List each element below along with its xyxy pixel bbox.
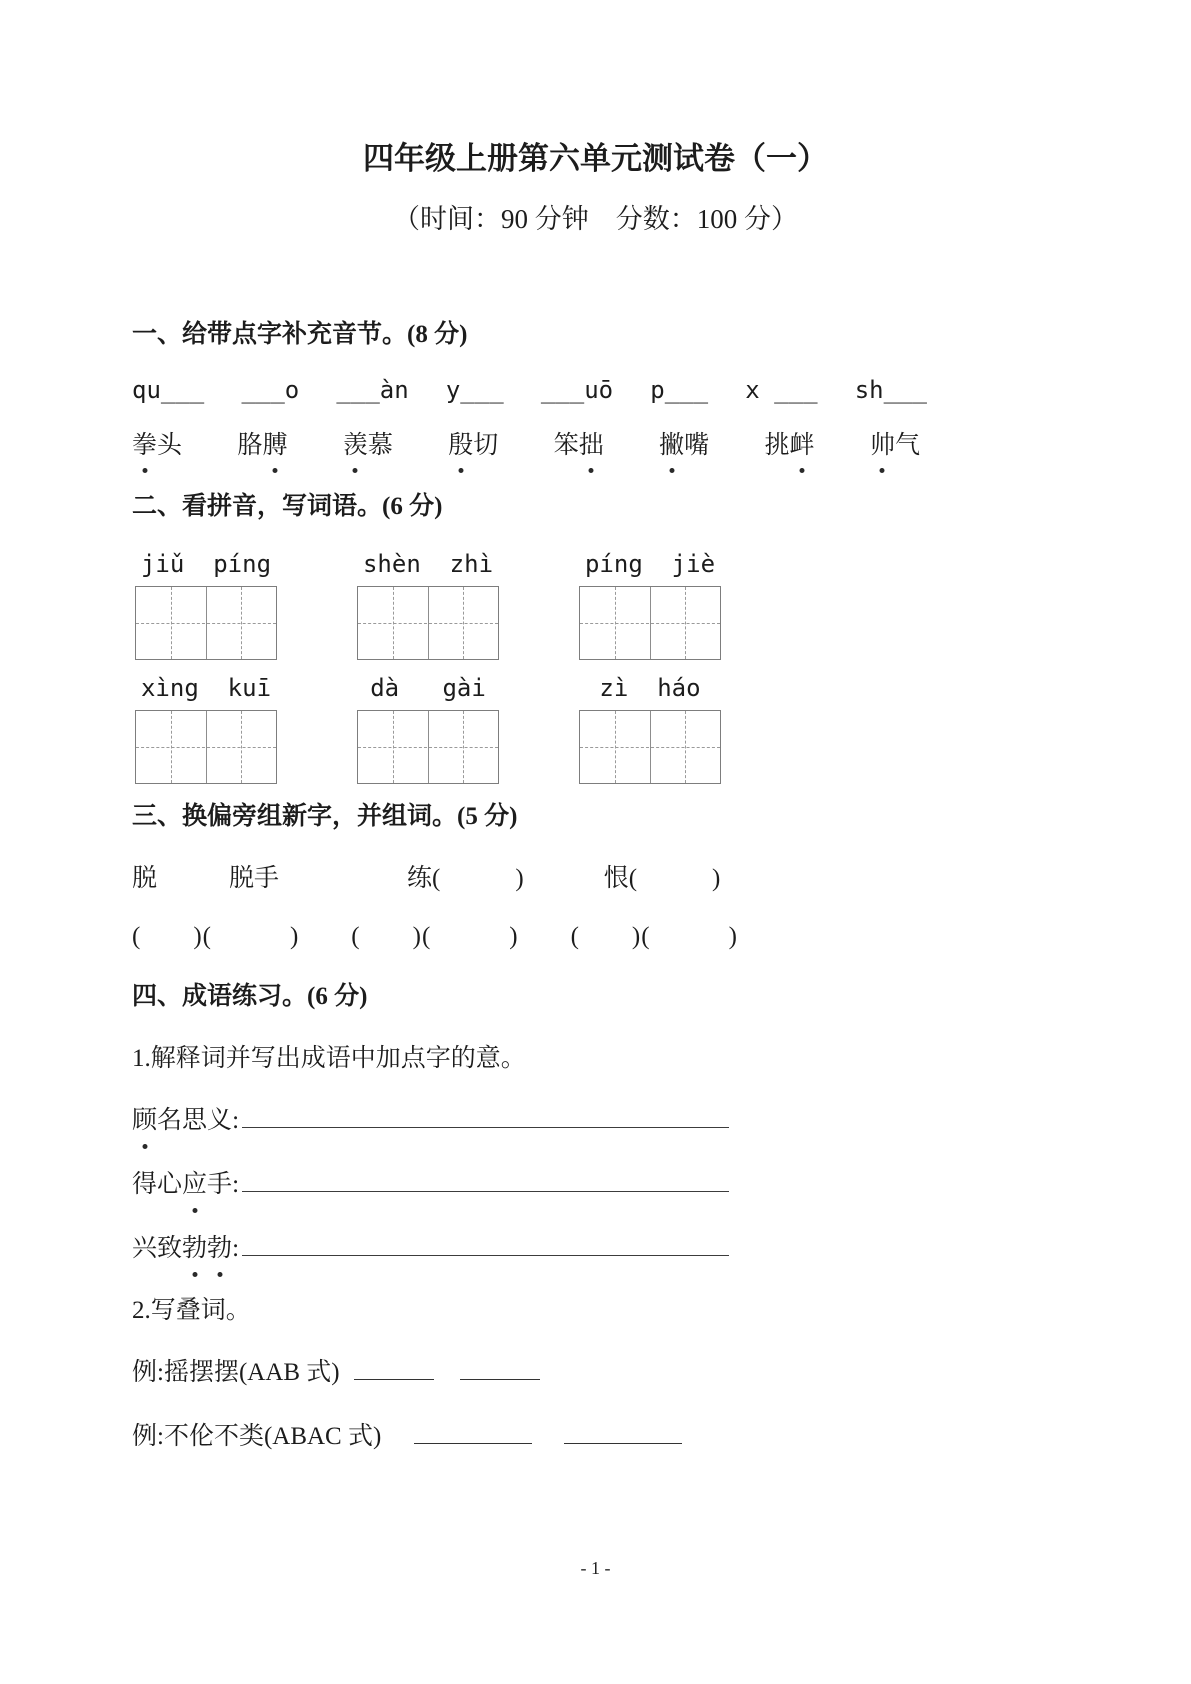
section4-heading: 四、成语练习。(6 分)	[132, 983, 368, 1010]
answer-blank	[564, 1425, 682, 1444]
grid-line	[136, 747, 276, 748]
char: :	[232, 1107, 240, 1134]
pinyin-blank: ___àn	[336, 376, 409, 404]
grid-line	[136, 623, 276, 624]
char: 心	[157, 1171, 183, 1198]
pinyin-blank: sh___	[854, 376, 927, 404]
dotted-word	[870, 430, 920, 462]
pinyin-label: zì háo	[599, 674, 701, 702]
grid-line	[358, 747, 498, 748]
grid-line	[580, 747, 720, 748]
idiom-line	[132, 1168, 1131, 1202]
dotted-word	[765, 430, 815, 462]
word-grid-block	[357, 672, 499, 784]
dotted-word	[659, 430, 709, 462]
char: 拳	[132, 430, 157, 462]
example-label: 例:不伦不类(ABAC 式)	[132, 1423, 388, 1450]
pinyin-blank: y___	[445, 376, 504, 404]
pinyin-blank: p___	[650, 376, 709, 404]
section3-item-lian: 练( )	[407, 865, 524, 892]
pinyin-blank: x ___	[745, 376, 818, 404]
idiom-text	[132, 1168, 239, 1202]
answer-blank-line	[242, 1107, 729, 1128]
section3-item-hen: 恨( )	[603, 865, 721, 892]
section4-subtask2: 2.写叠词。	[132, 1297, 251, 1324]
page-subtitle: （时间：90 分钟 分数：100 分）	[393, 204, 798, 234]
answer-blank	[414, 1425, 532, 1444]
section3-example-char: 脱	[132, 865, 158, 892]
char: 羡	[343, 430, 368, 462]
character-writing-grid	[357, 710, 499, 784]
char: 思	[182, 1107, 208, 1134]
section1-dotted-words-row	[132, 430, 920, 462]
section4-example-lines	[132, 1356, 1131, 1454]
idiom-line	[132, 1104, 1131, 1138]
section1-heading: 一、给带点字补充音节。(8 分)	[132, 321, 468, 348]
idiom-text	[132, 1104, 239, 1138]
word-grid-block	[135, 548, 277, 660]
char: 致	[157, 1235, 183, 1262]
idiom-text	[132, 1232, 239, 1266]
section4-idiom-lines	[132, 1104, 1131, 1266]
char: 头	[157, 432, 183, 459]
section3-example-row	[132, 862, 1131, 896]
grid-line	[580, 623, 720, 624]
char: 切	[473, 432, 499, 459]
char: 笨	[553, 432, 579, 459]
example-label: 例:摇摆摆(AAB 式)	[132, 1359, 340, 1386]
char: 顾	[132, 1104, 157, 1138]
pinyin-blank: ___uō	[540, 376, 614, 404]
idiom-line	[132, 1232, 1131, 1266]
dotted-word	[448, 430, 498, 462]
example-line	[132, 1420, 1131, 1454]
character-writing-grid	[579, 586, 721, 660]
char: 胳	[237, 432, 263, 459]
char: 膊	[262, 430, 287, 462]
char: 撇	[659, 430, 684, 462]
grid-row	[135, 672, 1131, 784]
char: 衅	[790, 430, 815, 462]
char: 勃	[207, 1232, 232, 1266]
dotted-word	[343, 430, 393, 462]
word-grid-block	[357, 548, 499, 660]
pinyin-label: píng jiè	[584, 550, 716, 578]
char: 气	[894, 432, 920, 459]
section3-blank-parens-row: ( )( ) ( )( ) ( )( )	[132, 923, 738, 950]
character-writing-grid	[135, 586, 277, 660]
char: 慕	[367, 432, 393, 459]
answer-blank	[460, 1361, 540, 1380]
dotted-word	[554, 430, 604, 462]
char: 义	[207, 1107, 233, 1134]
example-line	[132, 1356, 1131, 1390]
char: 挑	[764, 432, 790, 459]
char: :	[232, 1171, 240, 1198]
section4-subtask1: 1.解释词并写出成语中加点字的意。	[132, 1045, 526, 1072]
pinyin-label: shèn zhì	[362, 550, 494, 578]
char: 殷	[448, 430, 473, 462]
char: 帅	[870, 430, 895, 462]
pinyin-label: jiǔ píng	[140, 550, 272, 578]
section2-writing-grids	[132, 548, 1131, 784]
char: 名	[157, 1107, 183, 1134]
char: 拙	[579, 430, 604, 462]
answer-blank	[354, 1361, 434, 1380]
char: 得	[132, 1171, 158, 1198]
grid-line	[358, 623, 498, 624]
character-writing-grid	[135, 710, 277, 784]
char: :	[232, 1235, 240, 1262]
word-grid-block	[579, 672, 721, 784]
page-title: 四年级上册第六单元测试卷（一）	[363, 141, 828, 176]
pinyin-label: dà gài	[370, 674, 486, 702]
char: 应	[182, 1168, 207, 1202]
answer-blank-line	[242, 1235, 729, 1256]
pinyin-blank: qu___	[132, 376, 205, 404]
page-number: - 1 -	[580, 1558, 611, 1578]
char: 兴	[132, 1235, 158, 1262]
section3-example-word: 脱手	[229, 865, 280, 892]
word-grid-block	[579, 548, 721, 660]
character-writing-grid	[357, 586, 499, 660]
grid-row	[135, 548, 1131, 660]
character-writing-grid	[579, 710, 721, 784]
char: 嘴	[684, 432, 710, 459]
section3-heading: 三、换偏旁组新字，并组词。(5 分)	[132, 803, 518, 830]
section1-pinyin-blanks-row	[132, 374, 927, 406]
dotted-word	[237, 430, 287, 462]
pinyin-label: xìng kuī	[140, 674, 272, 702]
section2-heading: 二、看拼音，写词语。(6 分)	[132, 493, 443, 520]
answer-blank-line	[242, 1171, 729, 1192]
char: 勃	[182, 1232, 207, 1266]
word-grid-block	[135, 672, 277, 784]
dotted-word	[132, 430, 182, 462]
char: 手	[207, 1171, 233, 1198]
paper-content	[0, 318, 1191, 1454]
pinyin-blank: ___o	[241, 376, 300, 404]
